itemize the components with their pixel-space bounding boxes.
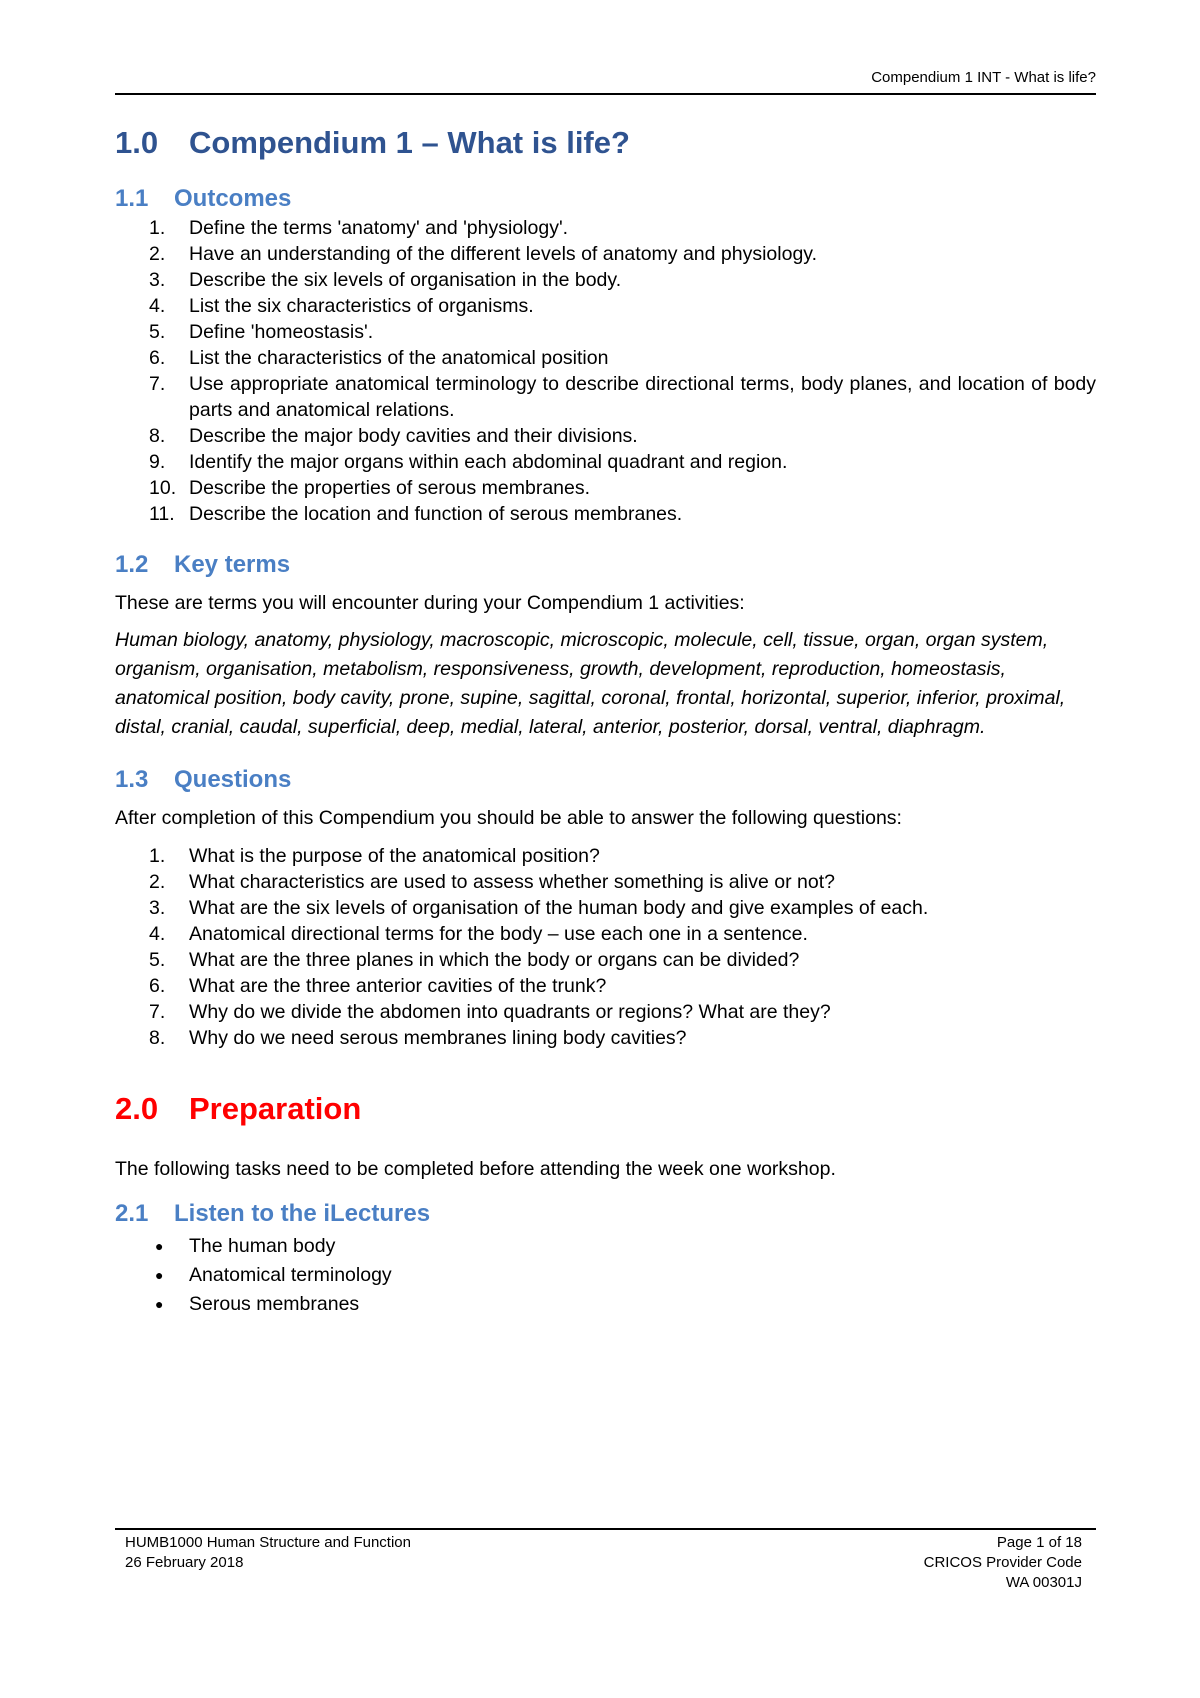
outcome-item bbox=[115, 215, 1096, 241]
list-number: 11. bbox=[149, 503, 175, 525]
footer-left bbox=[125, 1533, 411, 1573]
list-number: 2. bbox=[149, 243, 166, 265]
key-terms-number: 1.2 bbox=[115, 551, 149, 578]
list-number: 5. bbox=[149, 949, 166, 971]
list-item-text: Serous membranes bbox=[189, 1293, 360, 1315]
questions-number: 1.3 bbox=[115, 766, 149, 793]
section-1-title: Compendium 1 – What is life? bbox=[189, 125, 630, 160]
list-number: 7. bbox=[149, 373, 166, 395]
footer-course: HUMB1000 Human Structure and Function bbox=[125, 1534, 411, 1551]
list-number: 4. bbox=[149, 295, 166, 317]
questions-heading bbox=[115, 766, 1096, 794]
footer-cricos-code: WA 00301J bbox=[1005, 1574, 1082, 1591]
ilectures-number: 2.1 bbox=[115, 1200, 149, 1227]
bullet-icon: ● bbox=[155, 1238, 164, 1254]
list-item-text: Describe the major body cavities and their divisions. bbox=[189, 425, 638, 447]
list-item-text: Anatomical terminology bbox=[189, 1264, 392, 1286]
key-terms-list: Human biology, anatomy, physiology, macroscopic, microscopic, molecule, cell, tissue, organ, organ system, organism, organisation, metabolism, responsiveness, growth, development, reproduction, homeostasis, anatomical position, body cavity, prone, supine, sagittal, coronal, frontal, horizontal, superior, inferior, proximal, distal, cranial, caudal, superficial, deep, medial, lateral, anterior, posterior, dorsal, ventral, diaphragm. bbox=[115, 629, 1066, 738]
outcome-item bbox=[115, 371, 1096, 423]
list-item-text: Define the terms 'anatomy' and 'physiology'. bbox=[189, 217, 569, 239]
key-terms-heading bbox=[115, 551, 1096, 579]
list-number: 3. bbox=[149, 897, 166, 919]
outcome-item bbox=[115, 319, 1096, 345]
list-item-text: Describe the six levels of organisation in the body. bbox=[189, 269, 622, 291]
list-item-text: What is the purpose of the anatomical position? bbox=[189, 845, 600, 867]
outcome-item bbox=[115, 423, 1096, 449]
page-content bbox=[115, 125, 1096, 1319]
header-divider bbox=[115, 93, 1096, 95]
outcome-item bbox=[115, 501, 1096, 527]
section-2-number: 2.0 bbox=[115, 1091, 159, 1126]
list-number: 6. bbox=[149, 347, 166, 369]
list-item-text: Identify the major organs within each abdominal quadrant and region. bbox=[189, 451, 788, 473]
question-item bbox=[115, 947, 1096, 973]
questions-list bbox=[115, 843, 1096, 1051]
ilecture-item bbox=[115, 1290, 1096, 1319]
list-item-text: What are the three anterior cavities of the trunk? bbox=[189, 975, 607, 997]
question-item bbox=[115, 895, 1096, 921]
bullet-icon: ● bbox=[155, 1267, 164, 1283]
footer-cricos-label: CRICOS Provider Code bbox=[923, 1554, 1082, 1571]
outcome-item bbox=[115, 449, 1096, 475]
list-item-text: What are the six levels of organisation of the human body and give examples of each. bbox=[189, 897, 929, 919]
ilecture-item bbox=[115, 1261, 1096, 1290]
section-1-heading bbox=[115, 125, 1096, 161]
list-item-text: The human body bbox=[189, 1235, 336, 1257]
list-item-text: Anatomical directional terms for the body – use each one in a sentence. bbox=[189, 923, 808, 945]
question-item bbox=[115, 843, 1096, 869]
list-item-text: Have an understanding of the different levels of anatomy and physiology. bbox=[189, 243, 818, 265]
list-item-text: Define 'homeostasis'. bbox=[189, 321, 374, 343]
footer-date: 26 February 2018 bbox=[125, 1554, 244, 1571]
list-number: 7. bbox=[149, 1001, 166, 1023]
list-number: 4. bbox=[149, 923, 166, 945]
list-number: 9. bbox=[149, 451, 166, 473]
ilectures-list bbox=[115, 1232, 1096, 1319]
outcomes-title: Outcomes bbox=[174, 185, 292, 212]
list-item-text: List the characteristics of the anatomical position bbox=[189, 347, 609, 369]
list-item-text: Why do we divide the abdomen into quadrants or regions? What are they? bbox=[189, 1001, 831, 1023]
preparation-intro: The following tasks need to be completed before attending the week one workshop. bbox=[115, 1158, 836, 1180]
question-item bbox=[115, 999, 1096, 1025]
list-item-text: Describe the properties of serous membranes. bbox=[189, 477, 591, 499]
list-item-text: Use appropriate anatomical terminology to describe directional terms, body planes, and location of body parts and anatomical relations. bbox=[189, 373, 1096, 421]
footer-right bbox=[924, 1533, 1082, 1593]
footer-page-number: Page 1 of 18 bbox=[996, 1534, 1082, 1551]
bullet-icon: ● bbox=[155, 1296, 164, 1312]
ilectures-heading bbox=[115, 1200, 1096, 1228]
key-terms-intro: These are terms you will encounter during your Compendium 1 activities: bbox=[115, 592, 745, 614]
ilectures-title: Listen to the iLectures bbox=[174, 1200, 431, 1227]
question-item bbox=[115, 869, 1096, 895]
questions-intro: After completion of this Compendium you should be able to answer the following questions: bbox=[115, 807, 902, 829]
footer-divider bbox=[115, 1528, 1096, 1530]
questions-title: Questions bbox=[174, 766, 292, 793]
list-item-text: Why do we need serous membranes lining body cavities? bbox=[189, 1027, 687, 1049]
section-2-heading bbox=[115, 1091, 1096, 1127]
outcomes-number: 1.1 bbox=[115, 185, 149, 212]
list-item-text: What are the three planes in which the body or organs can be divided? bbox=[189, 949, 800, 971]
list-number: 6. bbox=[149, 975, 166, 997]
question-item bbox=[115, 973, 1096, 999]
running-header: Compendium 1 INT - What is life? bbox=[871, 69, 1096, 86]
outcomes-list bbox=[115, 215, 1096, 527]
list-item-text: What characteristics are used to assess whether something is alive or not? bbox=[189, 871, 835, 893]
list-number: 8. bbox=[149, 425, 166, 447]
question-item bbox=[115, 1025, 1096, 1051]
list-number: 2. bbox=[149, 871, 166, 893]
list-number: 1. bbox=[149, 845, 166, 867]
outcome-item bbox=[115, 293, 1096, 319]
section-2-title: Preparation bbox=[189, 1091, 362, 1126]
outcome-item bbox=[115, 267, 1096, 293]
section-1-number: 1.0 bbox=[115, 125, 159, 160]
list-item-text: Describe the location and function of serous membranes. bbox=[189, 503, 683, 525]
outcome-item bbox=[115, 475, 1096, 501]
list-number: 5. bbox=[149, 321, 166, 343]
list-item-text: List the six characteristics of organisms. bbox=[189, 295, 534, 317]
outcomes-heading bbox=[115, 185, 1096, 213]
list-number: 10. bbox=[149, 477, 177, 499]
outcome-item bbox=[115, 241, 1096, 267]
question-item bbox=[115, 921, 1096, 947]
key-terms-title: Key terms bbox=[174, 551, 291, 578]
list-number: 1. bbox=[149, 217, 166, 239]
list-number: 8. bbox=[149, 1027, 166, 1049]
ilecture-item bbox=[115, 1232, 1096, 1261]
list-number: 3. bbox=[149, 269, 166, 291]
outcome-item bbox=[115, 345, 1096, 371]
